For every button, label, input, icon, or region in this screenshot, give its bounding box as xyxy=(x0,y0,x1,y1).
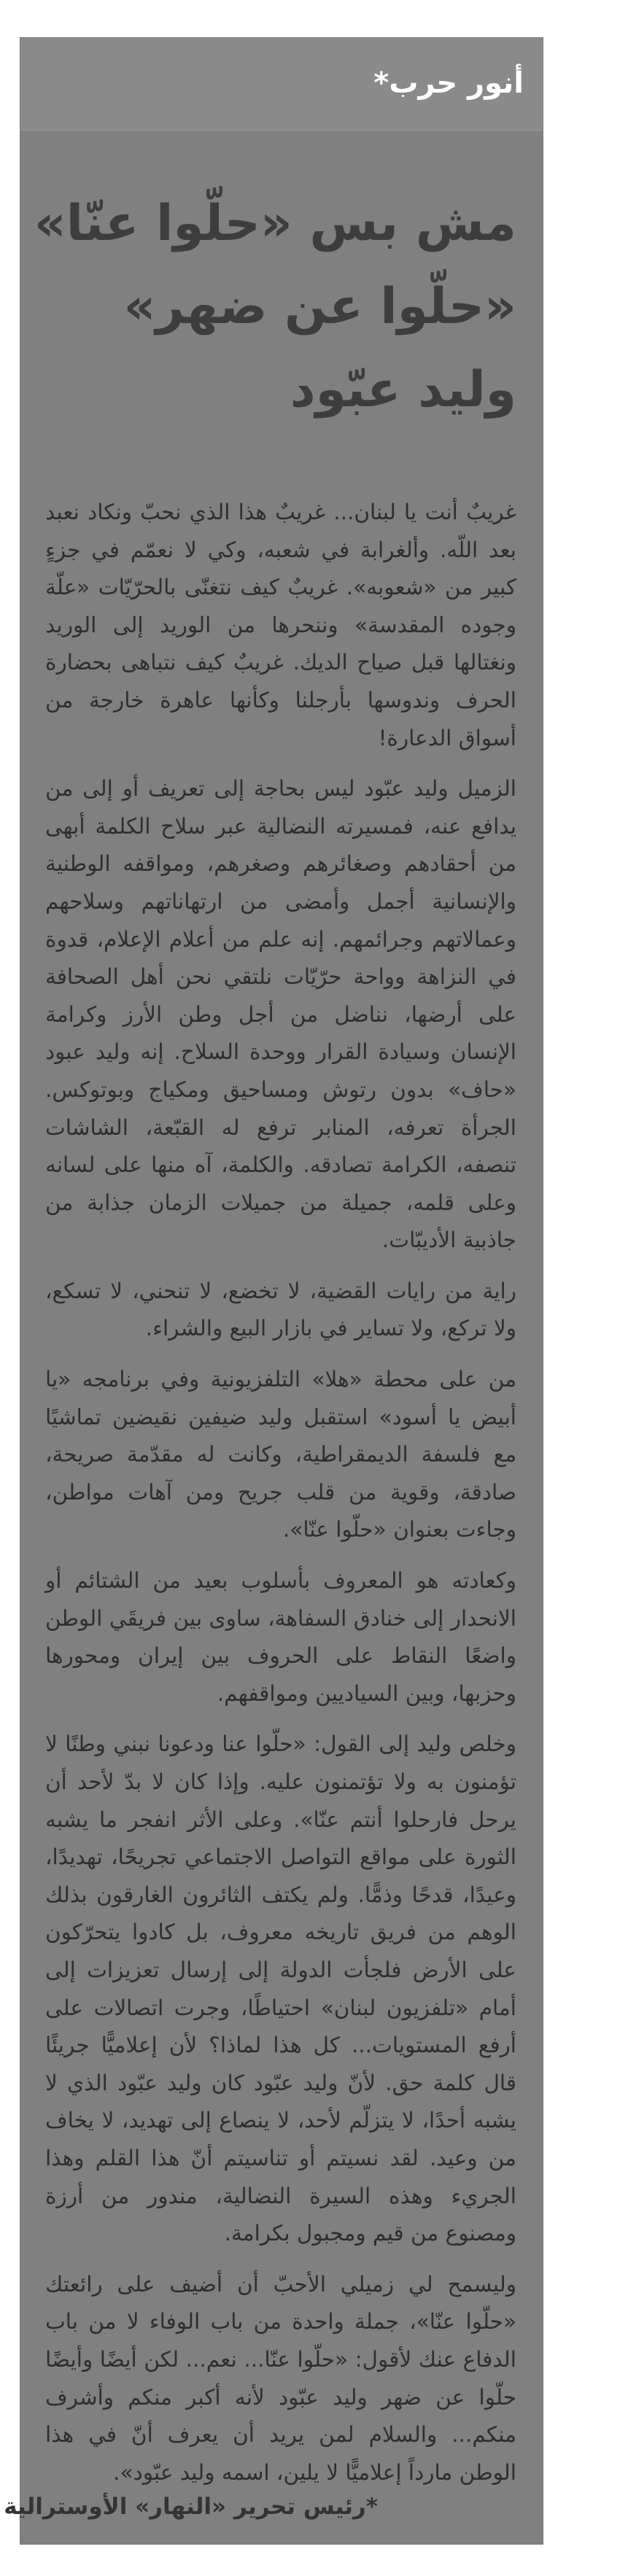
headline-line-2: «حلّوا عن ضهر» xyxy=(123,278,516,335)
article-body xyxy=(45,494,516,2505)
article-column xyxy=(4,38,543,2544)
paragraph-2: الزميل وليد عبّود ليس بحاجة إلى تعريف أو إلى من يدافع عنه، فمسيرته النضالية عبر سلاح الكلمة أبهى من أحقادهم وصغائرهم وصغرهم، ومواقفه الوطنية والإنسانية أجمل وأمضى من ارتهاناتهم وسلاحهم وعمالاتهم وجرائمهم. إنه علم من أعلام الإعلام، قدوة في النزاهة وواحة حرّيّات نلتقي نحن أهل الصحافة على أرضها، نناضل من أجل وطن الأرز وكرامة الإنسان وسيادة القرار ووحدة السلاح. إنه وليد عبود «حاف» بدون رتوش ومساحيق ومكياج وبوتوكس. الجرأة تعرفه، المنابر ترفع له القبّعة، الشاشات تنصفه، الكرامة تصادقه. والكلمة، آه منها على لسانه وعلى قلمه، جميلة من جميلات الزمان جذابة من جاذبية الأديبّات. xyxy=(45,776,516,1253)
headline-line-3: وليد عبّود xyxy=(290,361,516,419)
author-signature: *رئيس تحرير «النهار» الأوسترالية xyxy=(4,2494,378,2520)
paragraph-5: وكعادته هو المعروف بأسلوب بعيد من الشتائم أو الانحدار إلى خنادق السفاهة، ساوى بين فريقَي الوطن واضعًا النقاط على الحروف بين إيران ومحورها وحزبها، وبين السياديين ومواقفهم. xyxy=(45,1568,516,1706)
paragraph-3: راية من رايات القضية، لا تخضع، لا تنحني، لا تسكع، ولا تركع، ولا تساير في بازار البيع والشراء. xyxy=(45,1278,516,1341)
paragraph-1: غريبٌ أنت يا لبنان... غريبٌ هذا الذي نحبّ ونكاد نعبد بعد اللّه. وألغرابة في شعبه، وكي لا نعمّم في جزءٍ كبير من «شعوبه». غريبٌ كيف نتغنّى بالحرّيّات «علّة وجوده المقدسة» وننحرها من الوريد إلى الوريد ونغتالها قبل صياح الديك. غريبٌ كيف نتباهى بحضارة الحرف وندوسها بأرجلنا وكأنها عاهرة خارجة من أسواق الدعارة! xyxy=(45,500,516,750)
paragraph-4: من على محطة «هلا» التلفزيونية وفي برنامجه «يا أبيض يا أسود» استقبل وليد ضيفين نقيضين تماشيًا مع فلسفة الديمقراطية، وكانت له مقدّمة صريحة، صادقة، وقوية من قلب جريح ومن آهات مواطن، وجاءت بعنوان «حلّوا عنّا». xyxy=(45,1367,516,1543)
paragraph-7: وليسمح لي زميلي الأحبّ أن أضيف على رائعتك «حلّوا عنّا»، جملة واحدة من باب الوفاء لا من باب الدفاع عنك لأقول: «حلّوا عنّا... نعم... لكن أيضًا وأيضًا حلّوا عن ضهر وليد عبّود لأنه أكبر منكم وأشرف منكم... والسلام لمن يريد أن يعرف أنّ في هذا الوطن مارداً إعلاميًّا لا يلين، اسمه وليد عبّود». xyxy=(45,2271,516,2485)
headline-line-1: مش بس «حلّوا عنّا» xyxy=(34,195,516,252)
author-name: أنور حرب* xyxy=(373,66,524,100)
author-header xyxy=(20,38,543,131)
article-headline xyxy=(34,182,516,432)
paragraph-6: وخلص وليد إلى القول: «حلّوا عنا ودعونا نبني وطنًا لا تؤمنون به ولا تؤتمنون عليه. وإذا كان لا بدّ لأحد أن يرحل فارحلوا أنتم عنّا». وعلى الأثر انفجر ما يشبه الثورة على مواقع التواصل الاجتماعي تجريحًا، تهديدًا، وعيدًا، قدحًا وذمًّا. ولم يكتف الثائرون الغارقون بذلك الوهم من فريق تاريخه معروف، بل كادوا يتحرّكون على الأرض فلجأت الدولة إلى إرسال تعزيزات إلى أمام «تلفزيون لبنان» احتياطًا، وجرت اتصالات على أرفع المستويات... كل هذا لماذا؟ لأن إعلاميًّا جريئًا قال كلمة حق. لأنّ وليد عبّود كان وليد عبّود الذي لا يشبه أحدًا، لا يتزلّم لأحد، لا ينصاع إلى تهديد، لا يخاف من وعيد. لقد نسيتم أو تناسيتم أنّ هذا القلم وهذا الجريء وهذه السيرة النضالية، مندور من أرزة ومصنوع من قيم ومجبول بكرامة. xyxy=(45,1731,516,2246)
